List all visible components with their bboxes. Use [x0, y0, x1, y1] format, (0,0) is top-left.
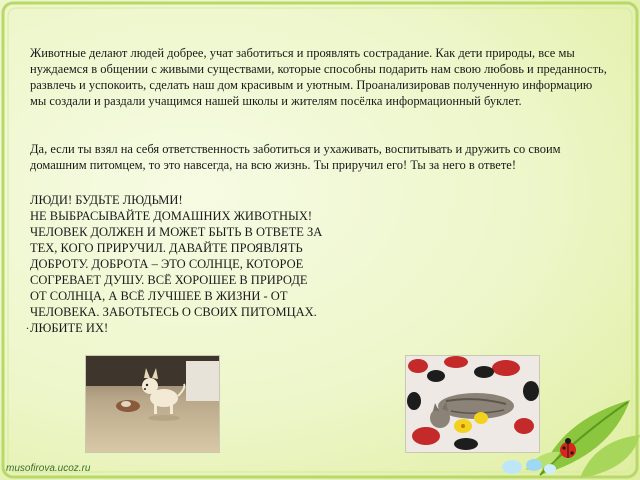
photo-chihuahua — [85, 355, 220, 453]
appeal-line: ДОБРОТУ. ДОБРОТА – ЭТО СОЛНЦЕ, КОТОРОЕ — [30, 257, 304, 271]
water-drops-icon — [500, 455, 560, 477]
appeal-line: ЧЕЛОВЕК ДОЛЖЕН И МОЖЕТ БЫТЬ В ОТВЕТЕ ЗА — [30, 225, 323, 239]
appeal-line: ЧЕЛОВЕКА. ЗАБОТЬТЕСЬ О СВОИХ ПИТОМЦАХ. — [30, 305, 317, 319]
appeal-line: ЛЮДИ! БУДЬТЕ ЛЮДЬМИ! — [30, 193, 183, 207]
watermark: musofirova.ucoz.ru — [6, 463, 91, 474]
appeal-line: ОТ СОЛНЦА, А ВСЁ ЛУЧШЕЕ В ЖИЗНИ - ОТ — [30, 289, 288, 303]
intro-paragraph: Животные делают людей добрее, учат заботиться и проявлять сострадание. Как дети природы, все мы нуждаемся в общении с живыми существами, которые способны подарить нам свою любовь и преданность, развлечь и успокоить, сделать наш дом красивым и уютным. Проанализировав полученную информацию мы создали и раздали учащимся нашей школы и жителям посёлка информационный буклет. — [30, 46, 607, 108]
appeal-line: ЛЮБИТЕ ИХ! — [30, 321, 109, 335]
appeal-block — [30, 192, 390, 336]
stray-dot: . — [26, 318, 29, 332]
appeal-line: НЕ ВЫБРАСЫВАЙТЕ ДОМАШНИХ ЖИВОТНЫХ! — [30, 209, 313, 223]
responsibility-paragraph: Да, если ты взял на себя ответственность заботиться и ухаживать, воспитывать и дружить со своим домашним питомцем, то это навсегда, на всю жизнь. Ты приручил его! Ты за него в ответе! — [30, 142, 561, 172]
appeal-line: СОГРЕВАЕТ ДУШУ. ВСЁ ХОРОШЕЕ В ПРИРОДЕ — [30, 273, 308, 287]
appeal-line: ТЕХ, КОГО ПРИРУЧИЛ. ДАВАЙТЕ ПРОЯВЛЯТЬ — [30, 241, 303, 255]
